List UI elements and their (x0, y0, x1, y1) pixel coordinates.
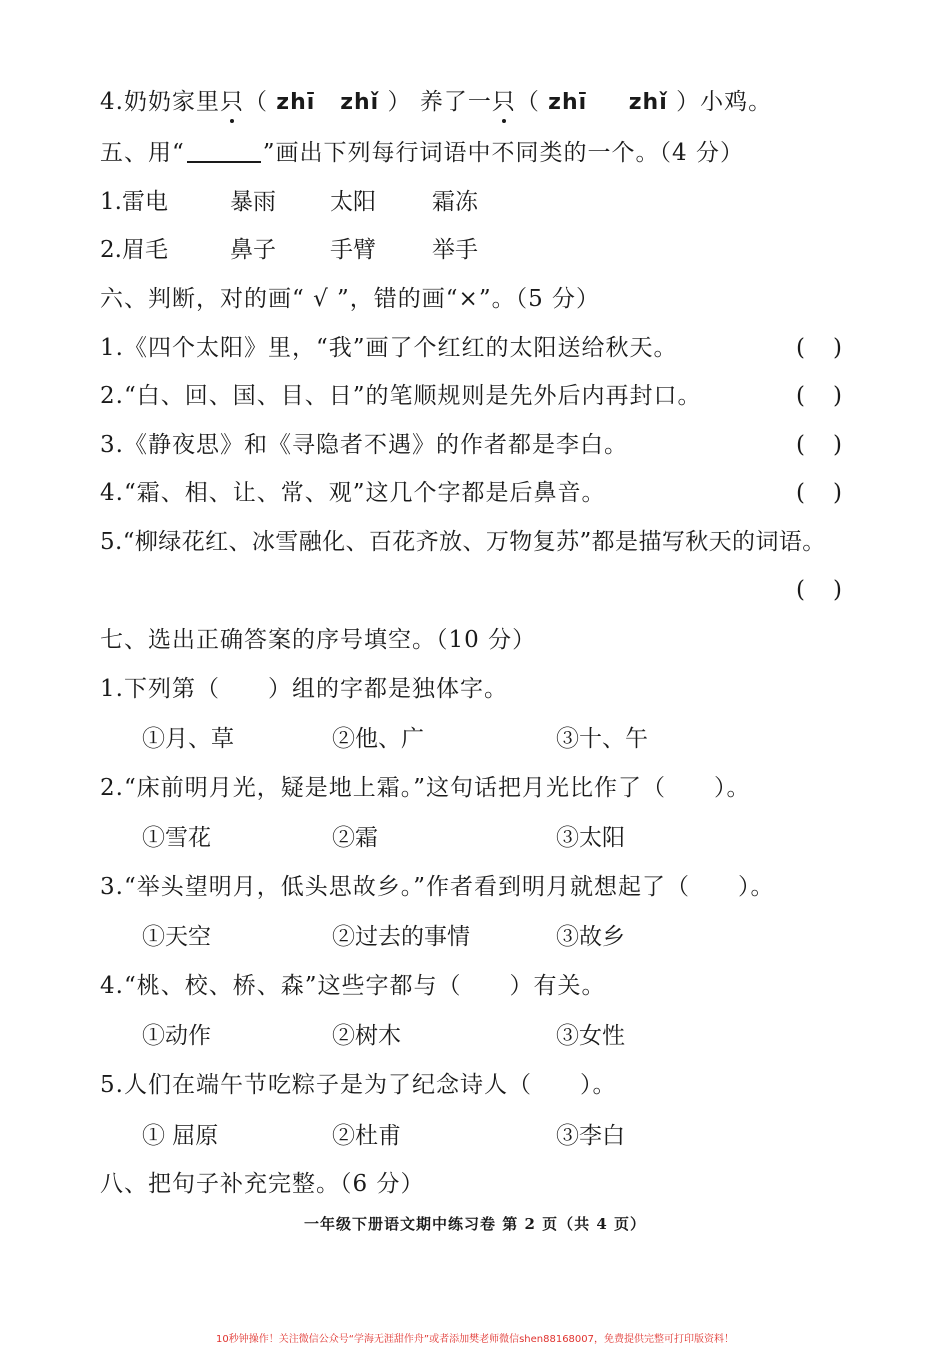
q4-text-a: 4.奶奶家里 (100, 89, 220, 115)
pinyin-option: zhī (276, 90, 316, 115)
answer-parens: () (796, 480, 870, 506)
q4-line (100, 87, 772, 118)
answer-parens: () (796, 577, 870, 603)
choice-question: 5.人们在端午节吃粽子是为了纪念诗人（ ）。 (100, 1072, 617, 1098)
choice-option: ③故乡 (556, 924, 625, 950)
section-5-title-b: ”画出下列每行词语中不同类的一个。（4 分） (262, 140, 744, 166)
word: 手臂 (330, 237, 376, 263)
page-footer: 一年级下册语文期中练习卷 第 2 页（共 4 页） (304, 1215, 646, 1233)
section-5-title-a: 五、用“ (100, 140, 185, 166)
q4-dotted-char: 只 (491, 89, 516, 115)
word: 太阳 (330, 189, 376, 215)
word: 1.雷电 (100, 189, 168, 215)
choice-question: 2.“床前明月光，疑是地上霜。”这句话把月光比作了（ ）。 (100, 775, 751, 801)
word: 霜冻 (432, 189, 478, 215)
section-5-title (100, 138, 744, 168)
judgement-item: 2.“白、回、国、目、日”的笔顺规则是先外后内再封口。 (100, 383, 702, 409)
q4-dotted-char: 只 (219, 89, 244, 115)
q4-text-c: ） 养了一 (387, 89, 492, 115)
choice-option: ②霜 (332, 825, 378, 851)
choice-option: ③女性 (556, 1023, 625, 1049)
choice-question: 4.“桃、校、桥、森”这些字都与（ ）有关。 (100, 973, 606, 999)
choice-question: 1.下列第（ ）组的字都是独体字。 (100, 676, 508, 702)
word: 2.眉毛 (100, 237, 168, 263)
choice-option: ②过去的事情 (332, 924, 470, 950)
judgement-item: 4.“霜、相、让、常、观”这几个字都是后鼻音。 (100, 480, 606, 506)
word: 举手 (432, 237, 478, 263)
choice-option: ②杜甫 (332, 1123, 401, 1149)
choice-option: ③十、午 (556, 726, 648, 752)
answer-parens: () (796, 432, 870, 458)
pinyin-option: zhī (548, 90, 588, 115)
choice-question: 3.“举头望明月，低头思故乡。”作者看到明月就想起了（ ）。 (100, 874, 775, 900)
q4-paren-open: （ (515, 89, 540, 115)
pinyin-option: zhǐ (628, 90, 668, 115)
answer-parens: () (796, 335, 870, 361)
section-8-title: 八、把句子补充完整。（6 分） (100, 1171, 425, 1197)
judgement-item: 5.“柳绿花红、冰雪融化、百花齐放、万物复苏”都是描写秋天的词语。 (100, 529, 826, 555)
choice-option: ③太阳 (556, 825, 625, 851)
choice-option: ①天空 (142, 924, 211, 950)
choice-option: ②树木 (332, 1023, 401, 1049)
choice-option: ①月、草 (142, 726, 234, 752)
word: 暴雨 (230, 189, 276, 215)
answer-parens: () (796, 383, 870, 409)
choice-option: ① 屈原 (142, 1123, 219, 1149)
judgement-item: 3.《静夜思》和《寻隐者不遇》的作者都是李白。 (100, 432, 628, 458)
judgement-item: 1.《四个太阳》里，“我”画了个红红的太阳送给秋天。 (100, 335, 678, 361)
choice-option: ②他、广 (332, 726, 424, 752)
section-7-title: 七、选出正确答案的序号填空。（10 分） (100, 627, 537, 653)
q4-paren-open: （ (243, 89, 268, 115)
underline-blank (187, 139, 261, 163)
word: 鼻子 (230, 237, 276, 263)
pinyin-option: zhǐ (340, 90, 380, 115)
q4-text-e: ）小鸡。 (676, 89, 773, 115)
promo-banner: 10秒钟操作！关注微信公众号“学海无涯甜作舟”或者添加樊老师微信shen88168007，免费提供完整可打印版资料！ (215, 1334, 735, 1345)
choice-option: ①动作 (142, 1023, 211, 1049)
section-6-title: 六、判断，对的画“ √ ”，错的画“×”。（5 分） (100, 286, 601, 312)
choice-option: ③李白 (556, 1123, 625, 1149)
choice-option: ①雪花 (142, 825, 211, 851)
